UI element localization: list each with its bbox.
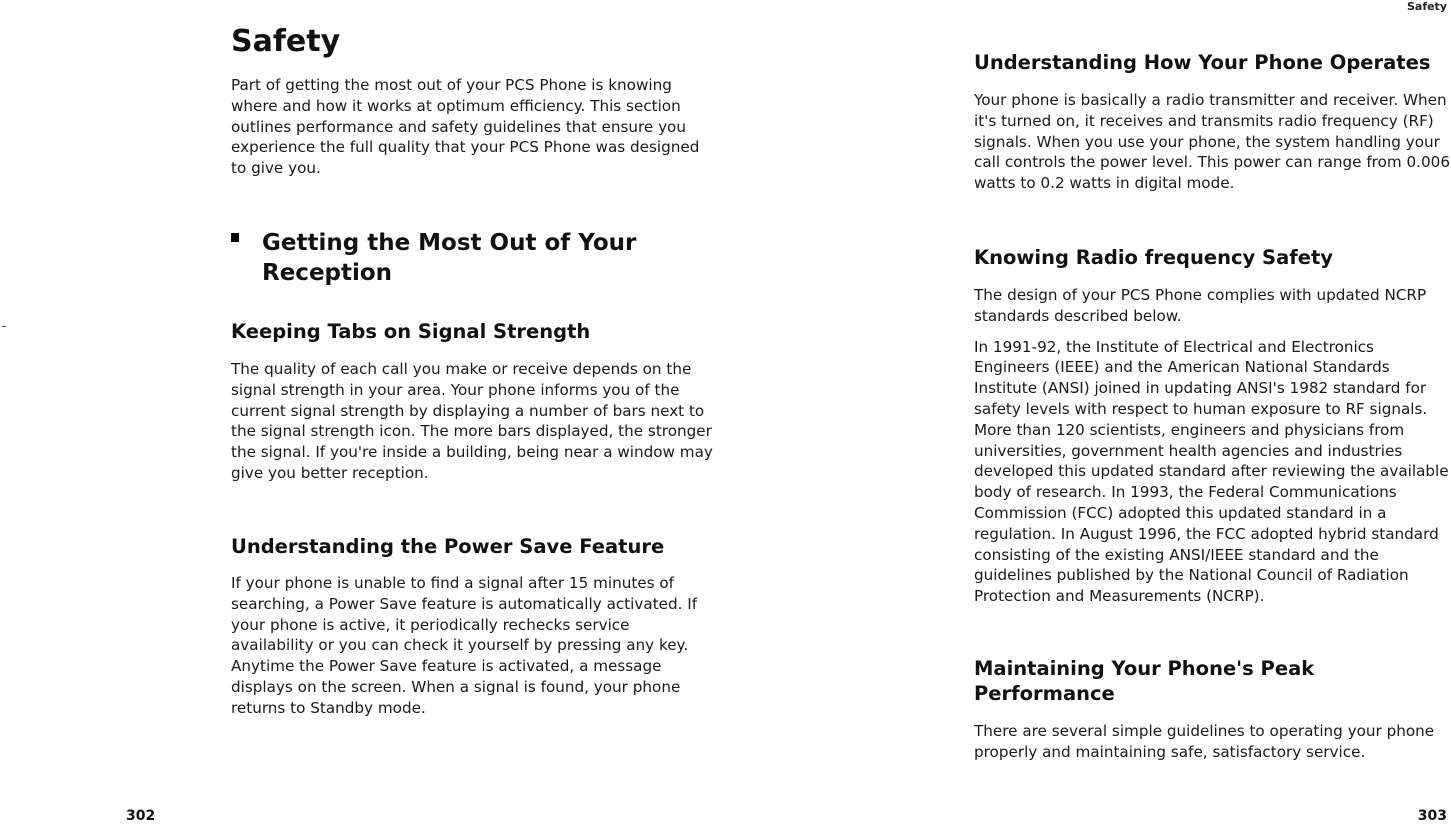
right-page	[725, 0, 1451, 824]
subsection-heading-phone-operates: Understanding How Your Phone Operates	[974, 51, 1431, 74]
paragraph: Your phone is basically a radio transmitter and receiver. When it's turned on, it receives and transmits radio frequency (RF) signals. When you use your phone, the system handling your call controls the power level. This power can range from 0.006 watts to 0.2 watts in digital mode.	[974, 91, 1450, 193]
left-page	[0, 0, 725, 824]
running-header: Safety	[1406, 0, 1447, 13]
paragraph: If your phone is unable to find a signal after 15 minutes of searching, a Power Save feature is automatically activated. If your phone is active, it periodically rechecks service availability or you can check it yourself by pressing any key. Anytime the Power Save feature is activated, a message displays on the screen. When a signal is found, your phone returns to Standby mode.	[231, 574, 698, 717]
paragraph: In 1991-92, the Institute of Electrical and Electronics Engineers (IEEE) and the American National Standards Institute (ANSI) joined in updating ANSI's 1982 standard for safety levels with respect to human exposure to RF signals. More than 120 scientists, engineers and physicians from universities, government health agencies and industries developed this updated standard after reviewing the available body of research. In 1993, the Federal Communications Commission (FCC) adopted this updated standard in a regulation. In August 1996, the FCC adopted hybrid standard consisting of the existing ANSI/IEEE standard and the guidelines published by the National Council of Radiation Protection and Measurements (NCRP).	[974, 337, 1449, 606]
subsection-heading-rf-safety: Knowing Radio frequency Safety	[974, 246, 1333, 269]
subsection-heading-peak-performance: Maintaining Your Phone's Peak Performance	[974, 657, 1315, 705]
paragraph: The design of your PCS Phone complies with updated NCRP standards described below.	[974, 286, 1427, 325]
subsection-body-signal-strength	[231, 359, 716, 484]
section-heading	[231, 228, 701, 288]
intro-paragraph: Part of getting the most out of your PCS Phone is knowing where and how it works at optimum efficiency. This section outlines performance and safety guidelines that ensure you experience the full quality that your PCS Phone was designed to give you.	[231, 76, 700, 178]
section-heading-text: Getting the Most Out of Your Reception	[262, 230, 637, 286]
subsection-heading-signal-strength: Keeping Tabs on Signal Strength	[231, 320, 591, 343]
page-title: Safety	[231, 24, 341, 59]
paragraph: There are several simple guidelines to operating your phone properly and maintaining safe, satisfactory service.	[974, 722, 1435, 761]
page-number-left: 302	[126, 808, 156, 824]
paragraph: The quality of each call you make or receive depends on the signal strength in your area. Your phone informs you of the current signal strength by displaying a number of bars next to the signal strength icon. The more bars displayed, the stronger the signal. If you're inside a building, being near a window may give you better reception.	[231, 360, 713, 482]
square-bullet-icon	[231, 233, 239, 242]
subsection-heading-power-save: Understanding the Power Save Feature	[231, 535, 665, 558]
subsection-body-power-save	[231, 573, 716, 719]
scan-edge-mark	[2, 326, 6, 327]
subsection-body-peak-performance	[974, 721, 1451, 763]
page-number-right: 303	[1417, 808, 1447, 824]
subsection-body-rf-safety	[974, 285, 1451, 607]
subsection-body-phone-operates	[974, 90, 1451, 194]
